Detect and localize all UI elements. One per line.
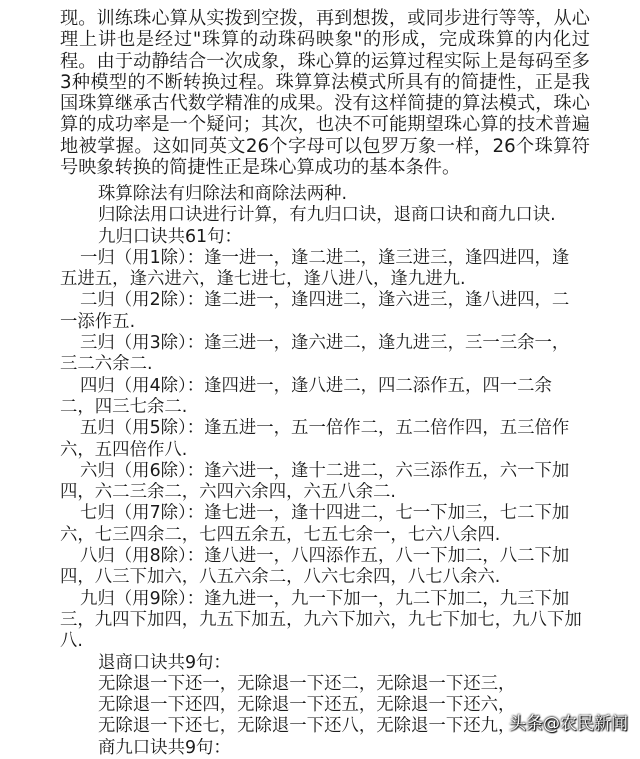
text-line: 二，四三七余二. (60, 396, 188, 417)
source-watermark: 头条@农民新闻 (509, 714, 628, 734)
text-line: 一归（用1除）：逢一进一，逢二进二，逢三进三，逢四进四，逢 (80, 247, 570, 268)
text-line: 六，七三四余二，七四五余五，七五七余一，七六八余四. (60, 524, 501, 545)
text-line: 六，五四倍作八. (60, 439, 188, 460)
text-line: 四归（用4除）：逢四进一，逢八进二，四二添作五，四一二余 (80, 375, 552, 396)
text-line: 三归（用3除）：逢三进一，逢六进二，逢九进三，三一三余一， (80, 333, 570, 354)
text-line: 归除法用口诀进行计算，有九归口诀，退商口诀和商九口诀. (98, 205, 556, 226)
text-line: 九归口诀共61句： (98, 226, 242, 247)
text-line: 六归（用6除）：逢六进一，逢十二进二，六三添作五，六一下加 (80, 460, 570, 481)
text-line: 珠算除法有归除法和商除法两种. (98, 184, 347, 204)
text-line: 五进五，逢六进六，逢七进七，逢八进八，逢九进九. (60, 269, 466, 290)
text-line: 八归（用8除）：逢八进一，八四添作五，八一下加二，八二下加 (80, 546, 570, 567)
text-line: 四，八三下加六，八五六余二，八六七余四，八七八余六. (60, 567, 501, 588)
text-line: 退商口诀共9句： (98, 652, 231, 673)
text-line: 无除退一下还四，无除退一下还五，无除退一下还六， (98, 695, 516, 716)
text-line: 八. (60, 631, 83, 652)
text-line: 七归（用7除）：逢七进一，逢十四进二，七一下加三，七二下加 (80, 503, 570, 524)
text-line: 商九口诀共9句： (98, 737, 231, 758)
text-line: 五归（用5除）：逢五进一，五一倍作二，五二倍作四，五三倍作 (80, 418, 570, 439)
text-line: 一添作五. (60, 311, 136, 332)
text-line: 二归（用2除）：逢二进一，逢四进二，逢六进三，逢八进四，二 (80, 290, 570, 311)
text-line: 三二六余二. (60, 354, 153, 375)
text-line: 无除退一下还七，无除退一下还八，无除退一下还九， (98, 716, 516, 737)
abacus-division-rules (60, 184, 590, 759)
text-line: 四，六二三余二，六四六余四，六五八余二. (60, 482, 396, 503)
text-line: 无除退一下还一，无除退一下还二，无除退一下还三， (98, 673, 516, 694)
text-line: 九归（用9除）：逢九进一，九一下加一，九二下加二，九三下加 (80, 588, 570, 609)
intro-paragraph: 现。训练珠心算从实拨到空拨，再到想拨，或同步进行等等，从心理上讲也是经过"珠算的动珠码映象"的形成，完成珠算的内化过程。由于动静结合一次成象，珠心算的运算过程实际上是每码至多3种模型的不断转换过程。珠算算法模式所具有的简捷性，正是我国珠算继承古代数学精准的成果。没有这样简捷的算法模式，珠心算的成功率是一个疑问；其次，也决不可能期望珠心算的技术普遍地被掌握。这如同英文26个字母可以包罗万象一样，26个珠算符号映象转换的简捷性正是珠心算成功的基本条件。 (60, 8, 590, 179)
text-line: 三，九四下加四，九五下加五，九六下加六，九七下加七，九八下加 (60, 609, 582, 630)
